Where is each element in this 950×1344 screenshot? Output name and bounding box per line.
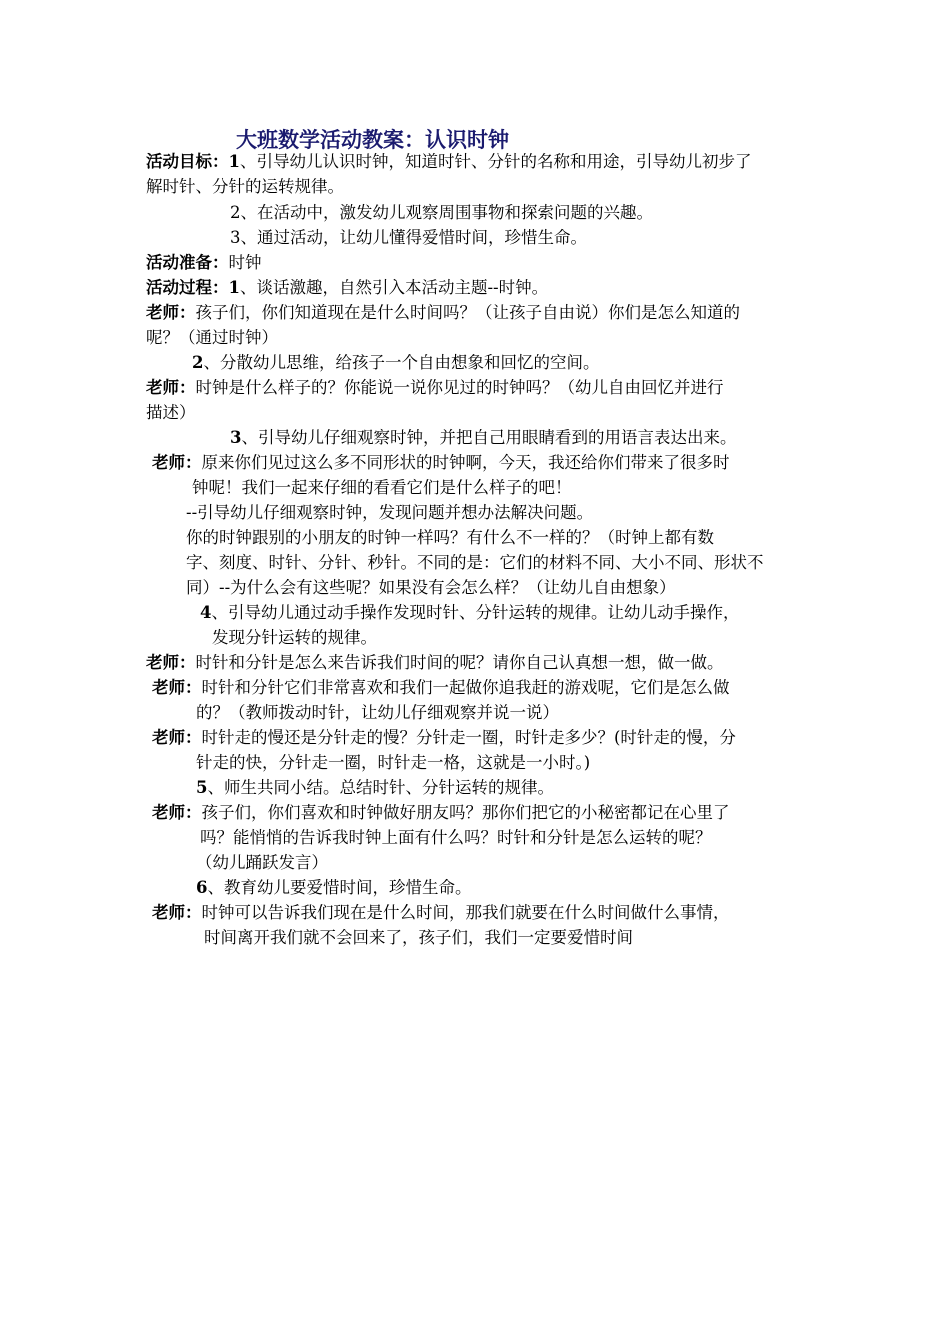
line-text: 时间离开我们就不会回来了，孩子们，我们一定要爱惜时间 (204, 928, 633, 947)
item-number: 1 (228, 278, 240, 297)
text-line (146, 150, 751, 174)
line-text: 时针和分针是怎么来告诉我们时间的呢？请你自己认真想一想，做一做。 (195, 653, 724, 672)
text-line (196, 776, 554, 800)
text-line (146, 326, 278, 350)
line-text: 字、刻度、时针、分针、秒针。不同的是：它们的材料不同、大小不同、形状不 (186, 553, 764, 572)
line-text: 孩子们，你们喜欢和时钟做好朋友吗？那你们把它的小秘密都记在心里了 (201, 803, 730, 822)
speaker-label: 老师： (152, 728, 202, 747)
line-text: 时钟可以告诉我们现在是什么时间，那我们就要在什么时间做什么事情， (201, 903, 730, 922)
line-text: --引导幼儿仔细观察时钟，发现问题并想办法解决问题。 (186, 503, 594, 522)
line-text: 时钟是什么样子的？你能说一说你见过的时钟吗？（幼儿自由回忆并进行 (195, 378, 724, 397)
item-number: 2 (192, 353, 204, 372)
text-line (196, 876, 471, 900)
text-line (146, 376, 724, 400)
section-label: 活动目标： (146, 152, 229, 171)
speaker-label: 老师： (146, 653, 196, 672)
item-number: 6 (196, 878, 208, 897)
text-line (192, 476, 572, 500)
line-text: 、教育幼儿要爱惜时间，珍惜生命。 (207, 878, 472, 897)
line-text: 钟呢！我们一起来仔细的看看它们是什么样子的吧！ (192, 478, 572, 497)
text-line (146, 276, 548, 300)
text-line (186, 576, 676, 600)
text-line (196, 751, 590, 775)
text-line (152, 801, 730, 825)
line-text: 、引导幼儿仔细观察时钟，并把自己用眼睛看到的用语言表达出来。 (241, 428, 737, 447)
speaker-label: 老师： (152, 903, 202, 922)
text-line (230, 201, 653, 225)
text-line (230, 226, 587, 250)
item-number: 5 (196, 778, 208, 797)
line-text: （幼儿踊跃发言） (196, 853, 328, 872)
text-line (230, 426, 736, 450)
text-line (152, 726, 736, 750)
text-line (186, 551, 764, 575)
line-text: 时钟 (228, 253, 262, 272)
item-number: 3 (230, 428, 242, 447)
speaker-label: 老师： (146, 303, 196, 322)
text-line (196, 851, 328, 875)
item-number: 1 (228, 152, 240, 171)
speaker-label: 老师： (152, 678, 202, 697)
section-label: 活动过程： (146, 278, 229, 297)
text-line (146, 651, 724, 675)
line-text: 原来你们见过这么多不同形状的时钟啊，今天，我还给你们带来了很多时 (201, 453, 730, 472)
text-line (146, 251, 262, 275)
text-line (200, 601, 739, 625)
line-text: 、分散幼儿思维，给孩子一个自由想象和回忆的空间。 (203, 353, 600, 372)
text-line (196, 701, 559, 725)
line-text: 、引导幼儿认识时钟，知道时针、分针的名称和用途，引导幼儿初步了 (239, 152, 752, 171)
text-line (146, 401, 196, 425)
line-text: 呢？（通过时钟） (146, 328, 278, 347)
speaker-label: 老师： (152, 803, 202, 822)
text-line (212, 626, 377, 650)
line-text: 、谈话激趣，自然引入本活动主题--时钟。 (239, 278, 549, 297)
line-text: 同）--为什么会有这些呢？如果没有会怎么样？（让幼儿自由想象） (186, 578, 676, 597)
text-line (200, 826, 712, 850)
speaker-label: 老师： (146, 378, 196, 397)
text-line (152, 901, 730, 925)
line-text: 解时针、分针的运转规律。 (146, 177, 344, 196)
text-line (204, 926, 633, 950)
text-line (146, 175, 344, 199)
line-text: 描述） (146, 403, 196, 422)
text-line (152, 676, 730, 700)
speaker-label: 老师： (152, 453, 202, 472)
line-text: 你的时钟跟别的小朋友的时钟一样吗？有什么不一样的？（时钟上都有数 (186, 528, 714, 547)
document-title: 大班数学活动教案：认识时钟 (236, 127, 509, 152)
text-line (192, 351, 599, 375)
line-text: 发现分针运转的规律。 (212, 628, 377, 647)
text-line (186, 526, 714, 550)
item-number: 4 (200, 603, 212, 622)
line-text: 2、在活动中，激发幼儿观察周围事物和探索问题的兴趣。 (230, 203, 653, 222)
line-text: 的？（教师拨动时针，让幼儿仔细观察并说一说） (196, 703, 559, 722)
line-text: 、引导幼儿通过动手操作发现时针、分针运转的规律。让幼儿动手操作， (211, 603, 740, 622)
line-text: 吗？能悄悄的告诉我时钟上面有什么吗？时针和分针是怎么运转的呢？ (200, 828, 712, 847)
text-line (146, 301, 740, 325)
section-label: 活动准备： (146, 253, 229, 272)
line-text: 时针和分针它们非常喜欢和我们一起做你追我赶的游戏呢，它们是怎么做 (201, 678, 730, 697)
line-text: 时针走的慢还是分针走的慢？分针走一圈，时针走多少？(时针走的慢，分 (201, 728, 736, 747)
line-text: 孩子们，你们知道现在是什么时间吗？（让孩子自由说）你们是怎么知道的 (195, 303, 740, 322)
line-text: 3、通过活动，让幼儿懂得爱惜时间，珍惜生命。 (230, 228, 587, 247)
line-text: 、师生共同小结。总结时针、分针运转的规律。 (207, 778, 554, 797)
text-line (186, 501, 593, 525)
line-text: 针走的快，分针走一圈，时针走一格，这就是一小时。) (196, 753, 591, 772)
text-line (152, 451, 730, 475)
